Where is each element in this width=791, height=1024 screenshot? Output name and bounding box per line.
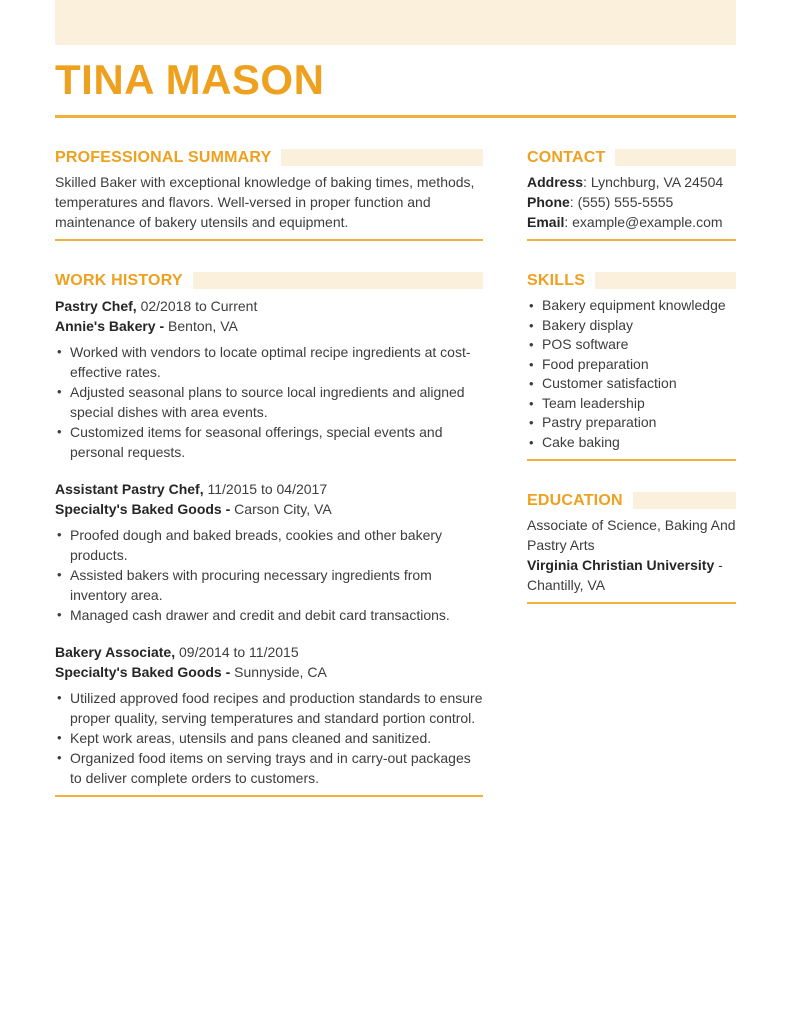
contact-label: Email — [527, 214, 565, 230]
heading-accent-bar — [281, 149, 483, 166]
job-bullet-list — [55, 688, 483, 788]
job-entry — [55, 642, 483, 788]
education-school-line — [527, 555, 736, 575]
job-employer: Specialty's Baked Goods - — [55, 501, 231, 517]
skill-item: • Bakery equipment knowledge — [527, 296, 736, 316]
contact-email-value: example@example.com — [572, 214, 723, 230]
label-separator: : — [569, 194, 578, 210]
label-separator: : — [583, 174, 591, 190]
job-dates: 02/2018 to Current — [140, 298, 258, 314]
contact-address-value: Lynchburg, VA 24504 — [590, 174, 724, 190]
work-history-section — [55, 272, 483, 797]
job-bullet: • Worked with vendors to locate optimal recipe ingredients at cost-effective rates. — [55, 342, 483, 382]
skills-section — [527, 272, 736, 461]
job-title-line — [55, 479, 483, 499]
education-school: Virginia Christian University — [527, 557, 715, 573]
contact-section-header — [527, 149, 736, 166]
header-divider — [55, 115, 736, 118]
job-dates: 09/2014 to 11/2015 — [179, 644, 299, 660]
contact-label: Address — [527, 174, 584, 190]
heading-accent-bar — [193, 272, 483, 289]
contact-address-row — [527, 172, 736, 192]
summary-section-header — [55, 149, 483, 166]
education-entry — [527, 515, 736, 595]
label-separator: : — [564, 214, 573, 230]
contact-phone-row — [527, 192, 736, 212]
summary-text: Skilled Baker with exceptional knowledge of baking times, methods, temperatures and flavors. Well-versed in proper function and maintenance of bakery utensils and equipment. — [55, 174, 475, 230]
job-title: Pastry Chef, — [55, 298, 137, 314]
job-title: Assistant Pastry Chef, — [55, 481, 204, 497]
job-entry — [55, 479, 483, 625]
job-bullet: • Organized food items on serving trays and in carry-out packages to deliver complete orders to customers. — [55, 748, 483, 788]
job-employer-line — [55, 662, 483, 682]
candidate-name: TINA MASON — [55, 56, 325, 103]
heading-accent-bar — [615, 149, 736, 166]
education-section-header — [527, 492, 736, 509]
skill-item: • Cake baking — [527, 433, 736, 453]
contact-phone-value: (555) 555-5555 — [577, 194, 674, 210]
job-bullet: • Adjusted seasonal plans to source local ingredients and aligned special dishes with area events. — [55, 382, 483, 422]
work-history-heading: WORK HISTORY — [55, 272, 183, 289]
job-title-line — [55, 642, 483, 662]
skills-list — [527, 296, 736, 452]
job-employer: Annie's Bakery - — [55, 318, 165, 334]
education-section — [527, 492, 736, 604]
skill-item: • Bakery display — [527, 316, 736, 336]
job-employer: Specialty's Baked Goods - — [55, 664, 231, 680]
contact-section — [527, 149, 736, 241]
job-bullet: • Utilized approved food recipes and production standards to ensure proper quality, serving temperatures and standard portion control. — [55, 688, 483, 728]
job-location: Sunnyside, CA — [234, 664, 327, 680]
sidebar-column — [527, 149, 736, 828]
heading-accent-bar — [633, 492, 736, 509]
skill-item: • Team leadership — [527, 394, 736, 414]
job-location: Carson City, VA — [234, 501, 332, 517]
header-banner — [55, 0, 736, 45]
education-heading: EDUCATION — [527, 492, 623, 509]
job-entry — [55, 296, 483, 462]
education-school-suffix: - — [718, 557, 723, 573]
contact-heading: CONTACT — [527, 149, 606, 166]
job-location: Benton, VA — [168, 318, 238, 334]
heading-accent-bar — [595, 272, 736, 289]
job-bullet: • Managed cash drawer and credit and debit card transactions. — [55, 605, 483, 625]
skill-item: • Pastry preparation — [527, 413, 736, 433]
contact-rows — [527, 172, 736, 232]
skill-item: • Food preparation — [527, 355, 736, 375]
job-bullet: • Kept work areas, utensils and pans cleaned and sanitized. — [55, 728, 483, 748]
main-column — [55, 149, 483, 828]
job-bullet: • Assisted bakers with procuring necessary ingredients from inventory area. — [55, 565, 483, 605]
skill-item: • Customer satisfaction — [527, 374, 736, 394]
job-title-line — [55, 296, 483, 316]
job-bullet-list — [55, 525, 483, 625]
job-bullet: • Customized items for seasonal offerings, special events and personal requests. — [55, 422, 483, 462]
contact-label: Phone — [527, 194, 570, 210]
job-bullet: • Proofed dough and baked breads, cookies and other bakery products. — [55, 525, 483, 565]
skill-item: • POS software — [527, 335, 736, 355]
content-columns — [55, 149, 736, 828]
job-title: Bakery Associate, — [55, 644, 176, 660]
education-degree: Associate of Science, Baking And Pastry Arts — [527, 517, 736, 553]
professional-summary-section — [55, 149, 483, 241]
skills-heading: SKILLS — [527, 272, 586, 289]
job-employer-line — [55, 499, 483, 519]
education-location: Chantilly, VA — [527, 577, 606, 593]
contact-email-row — [527, 212, 736, 232]
skills-section-header — [527, 272, 736, 289]
summary-heading: PROFESSIONAL SUMMARY — [55, 149, 272, 166]
job-employer-line — [55, 316, 483, 336]
job-dates: 11/2015 to 04/2017 — [207, 481, 328, 497]
job-bullet-list — [55, 342, 483, 462]
work-history-section-header — [55, 272, 483, 289]
